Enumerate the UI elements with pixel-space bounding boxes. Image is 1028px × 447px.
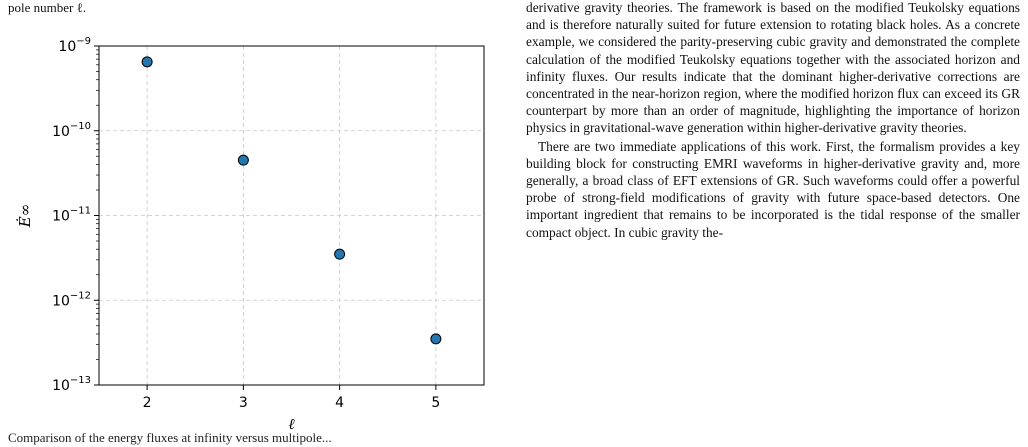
body-paragraph: derivative gravity theories. The framework is based on the modified Teukolsky equations and is therefore naturally suited for future extension to rotating black holes. As a concrete example, we considered the parity-preserving cubic gravity and demonstrated the complete calculation of the modified Teukolsky equations together with the associated horizon and infinity fluxes. Our results indicate that the dominant higher-derivative corrections are concentrated in the near-horizon region, where the modified horizon flux can exceed its GR counterpart by more than an order of magnitude, highlighting the importance of horizon physics in gravitational-wave generation within higher-derivative gravity theories. [526, 0, 1020, 136]
y-axis-label: Ė∞ [16, 203, 34, 228]
y-tick-label: $10^{-12}$ [52, 290, 91, 310]
y-tick-label: $10^{-11}$ [52, 205, 91, 225]
x-tick-label: 5 [431, 395, 441, 411]
body-text-column [526, 0, 1020, 241]
data-point [142, 57, 152, 67]
data-point [335, 249, 345, 259]
chart-grid [99, 46, 484, 385]
data-point [238, 155, 248, 165]
body-paragraph: There are two immediate applications of this work. First, the formalism provides a key building block for constructing EMRI waveforms in higher-derivative gravity and, more generally, a broad class of EFT extensions of GR. Such waveforms could offer a powerful probe of strong-field modifications of gravity with future space-based detectors. One important ingredient that remains to be incorporated is the tidal response of the smaller compact object. In cubic gravity the- [526, 138, 1020, 240]
x-tick-label: 4 [335, 395, 345, 411]
figure-caption: Comparison of the energy fluxes at infinity versus multipole... [8, 430, 332, 445]
x-tick-label: 2 [142, 395, 152, 411]
figure-caption-tail: pole number ℓ. [8, 0, 87, 15]
y-tick-label: $10^{-9}$ [58, 36, 91, 55]
x-tick-label: 3 [238, 395, 248, 411]
y-tick-label: $10^{-10}$ [52, 120, 91, 140]
data-point [431, 334, 441, 344]
chart-ticks [52, 36, 440, 411]
chart-points [142, 57, 441, 344]
y-tick-label: $10^{-13}$ [52, 375, 91, 394]
x-axis-label: ℓ [288, 415, 295, 433]
